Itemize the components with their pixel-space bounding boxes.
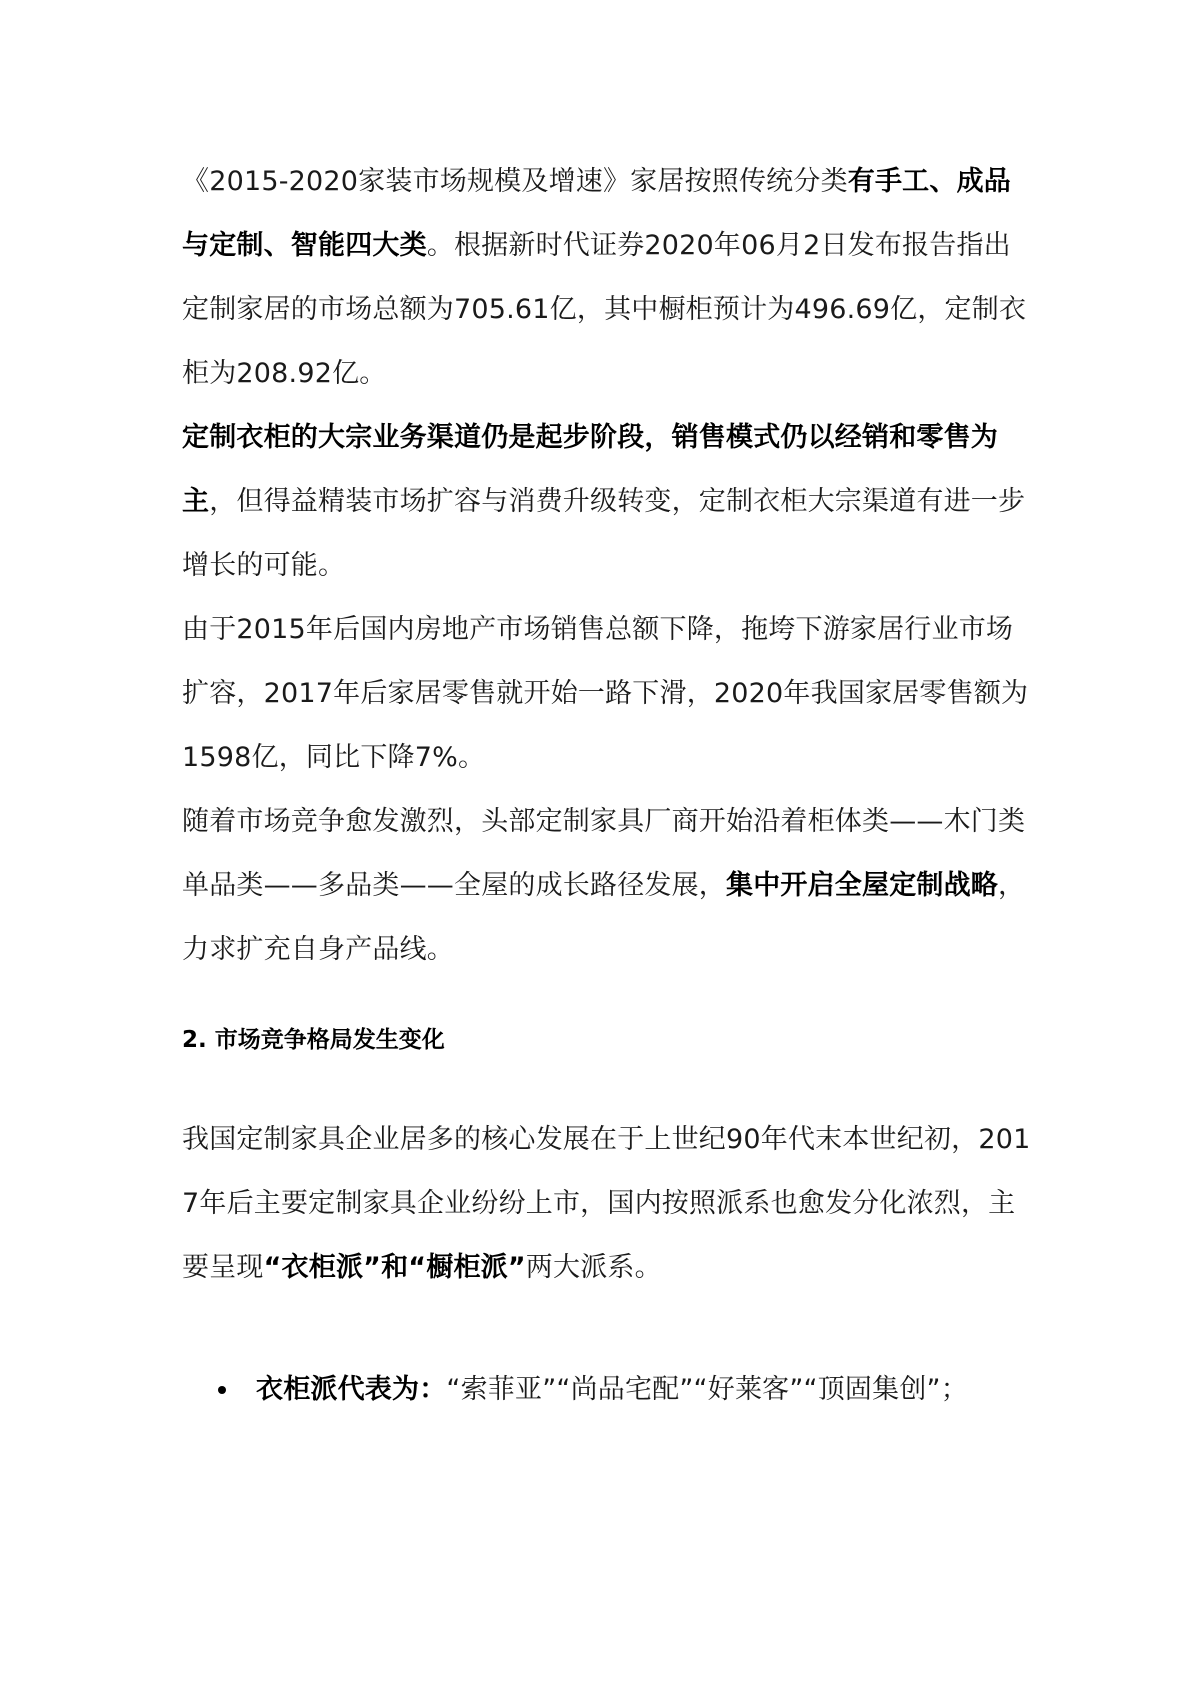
paragraph-market-classification xyxy=(182,150,1032,406)
text-segment: 由于2015年后国内房地产市场销售总额下降，拖垮下游家居行业市场扩容，2017年后家居零售就开始一路下滑，2020年我国家居零售额为1598亿，同比下降7%。 xyxy=(182,614,1029,773)
paragraph-competition-factions xyxy=(182,1108,1032,1300)
bullet-dot-icon xyxy=(218,1386,226,1394)
bullet-list xyxy=(182,1358,1032,1422)
section-heading: 2. 市场竞争格局发生变化 xyxy=(182,1027,445,1053)
text-segment: “索菲亚”“尚品宅配”“好莱客”“顶固集创”； xyxy=(446,1374,968,1405)
paragraph-whole-house-strategy xyxy=(182,790,1032,982)
text-segment: 我国定制家具企业居多的核心发展在于上世纪90年代末本世纪初，2017年后主要定制家具企业纷纷上市，国内按照派系也愈发分化浓烈，主要呈现 xyxy=(182,1124,1031,1283)
paragraph-retail-decline xyxy=(182,598,1032,790)
text-segment: 两大派系。 xyxy=(525,1252,662,1283)
text-segment: ，但得益精装市场扩容与消费升级转变，定制衣柜大宗渠道有进一步增长的可能。 xyxy=(182,486,1026,581)
text-segment: 《2015-2020家装市场规模及增速》家居按照传统分类 xyxy=(182,166,848,197)
bold-text-segment: 定制衣柜的大宗业务渠道仍是起步阶段，销售模式仍以经销和零售为主 xyxy=(182,422,998,517)
paragraph-wardrobe-channels xyxy=(182,406,1032,598)
bold-text-segment: “衣柜派”和“橱柜派” xyxy=(263,1252,526,1283)
bold-text-segment: 集中开启全屋定制战略 xyxy=(726,870,998,901)
document-body xyxy=(182,150,1032,1422)
text-segment: ，力求扩充自身产品线。 xyxy=(182,870,1026,965)
text-segment: 。根据新时代证券2020年06月2日发布报告指出定制家居的市场总额为705.61亿，其中橱柜预计为496.69亿，定制衣柜为208.92亿。 xyxy=(182,230,1027,389)
list-item xyxy=(182,1358,1032,1422)
text-segment: 随着市场竞争愈发激烈，头部定制家具厂商开始沿着柜体类——木门类单品类——多品类——全屋的成长路径发展， xyxy=(182,806,1026,901)
bold-text-segment: 有手工、成品与定制、智能四大类 xyxy=(182,166,1011,261)
bold-text-segment: 衣柜派代表为： xyxy=(256,1374,447,1405)
